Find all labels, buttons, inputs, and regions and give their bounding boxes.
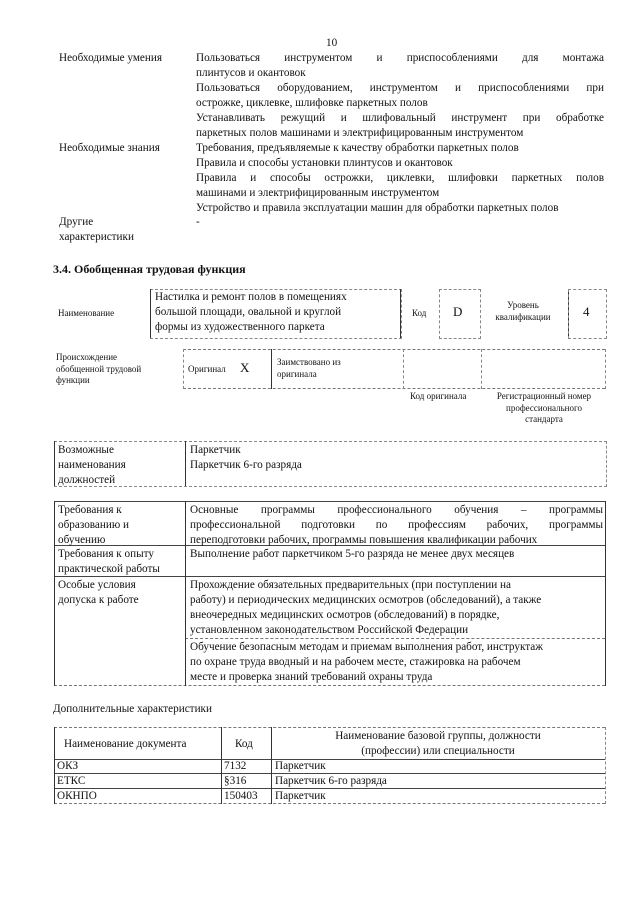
other-characteristics-value: -	[196, 216, 200, 228]
row-doc: ЕТКС	[57, 775, 86, 787]
row-code: 150403	[224, 790, 258, 802]
positions-box	[54, 441, 607, 487]
function-name-value: Настилка и ремонт полов в помещениях большой площади, овальной и круглой формы из художественного паркета	[155, 291, 347, 333]
row-doc: ОКЗ	[57, 760, 79, 772]
education-requirements-label: Требования к образованию и обучению	[58, 504, 130, 546]
knowledge-item: Правила и способы установки плинтусов и окантовок	[196, 157, 453, 169]
code-original-label: Код оригинала	[410, 391, 467, 401]
row-name: Паркетчик	[275, 790, 326, 802]
function-name-label: Наименование	[58, 308, 115, 318]
original-label: Оригинал	[188, 364, 226, 374]
original-mark: X	[240, 360, 250, 375]
origin-label: Происхождение обобщенной трудовой функции	[56, 352, 142, 385]
additional-title: Дополнительные характеристики	[53, 703, 212, 715]
knowledge-item: Устройство и правила эксплуатации машин для обработки паркетных полов	[196, 202, 559, 214]
education-requirements-value: Основные программы профессионального обучения – программы профессиональной подготовки по профессиям рабочих, программы переподготовки рабочих, программы повышения квалификации рабочих	[190, 504, 603, 546]
code-label: Код	[412, 308, 427, 318]
needed-knowledge-list	[196, 141, 604, 216]
skill-item: Пользоваться инструментом и приспособлениями для монтажа плинтусов и окантовок	[196, 52, 604, 79]
level-label: Уровень квалификации	[495, 300, 551, 322]
positions-label: Возможные наименования должностей	[58, 444, 126, 486]
skill-item: Пользоваться оборудованием, инструментом и приспособлениями при острожке, циклевке, шлифовке паркетных полов	[196, 82, 604, 109]
other-characteristics-label: Другие характеристики	[59, 216, 134, 243]
code-value: D	[453, 304, 463, 319]
row-name: Паркетчик 6-го разряда	[275, 775, 387, 787]
needed-skills-list	[196, 51, 604, 141]
position-item: Паркетчик 6-го разряда	[190, 459, 302, 471]
experience-requirements-value: Выполнение работ паркетчиком 5-го разряда не менее двух месяцев	[190, 548, 515, 560]
registration-number-label: Регистрационный номер профессионального стандарта	[496, 391, 592, 424]
skill-item: Устанавливать режущий и шлифовальный инструмент при обработке паркетных полов машинами и электрифицированным инструментом	[196, 112, 604, 139]
borrowed-label: Заимствовано из оригинала	[277, 357, 341, 379]
row-name: Паркетчик	[275, 760, 326, 772]
position-item: Паркетчик	[190, 444, 241, 456]
knowledge-item: Требования, предъявляемые к качеству обработки паркетных полов	[196, 142, 519, 154]
needed-skills-label: Необходимые умения	[59, 52, 162, 64]
section-title: 3.4. Обобщенная трудовая функция	[53, 262, 246, 276]
needed-knowledge-label: Необходимые знания	[59, 142, 160, 154]
page-number: 10	[326, 37, 338, 49]
knowledge-item: Правила и способы острожки, циклевки, шлифовки паркетных полов машинами и электрифицированным инструментом	[196, 172, 604, 199]
level-value: 4	[583, 304, 590, 319]
special-conditions-safety: Обучение безопасным методам и приемам выполнения работ, инструктаж по охране труда вводный и на рабочем месте, стажировка на рабочем месте и проверка знаний требований охраны труда	[190, 641, 543, 683]
experience-requirements-label: Требования к опыту практической работы	[58, 548, 160, 575]
special-conditions-medical: Прохождение обязательных предварительных (при поступлении на работу) и периодических медицинских осмотров (обследований), а также внеочередных медицинских осмотров (обследований) в порядке, установленном законодательством Российской Федерации	[190, 579, 542, 636]
special-conditions-label: Особые условия допуска к работе	[58, 579, 139, 606]
positions-values	[190, 443, 302, 473]
column-header-document: Наименование документа	[64, 738, 187, 750]
row-code: §316	[224, 775, 247, 787]
column-header-code: Код	[235, 738, 253, 750]
column-header-name: Наименование базовой группы, должности (профессии) или специальности	[335, 730, 541, 757]
row-doc: ОКНПО	[57, 790, 97, 802]
row-code: 7132	[224, 760, 247, 772]
